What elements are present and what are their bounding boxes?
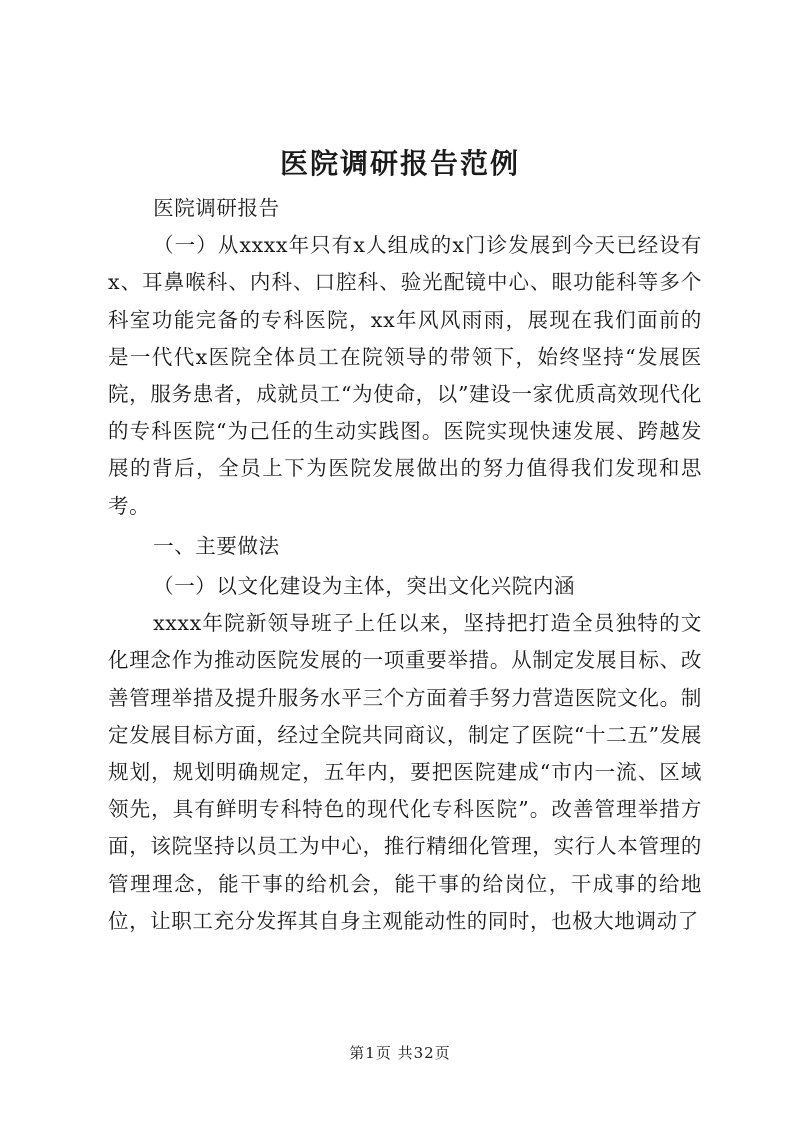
section-heading: 一、主要做法 [153,533,280,558]
page-footer: 第1页 共32页 [349,1044,451,1062]
paragraph: （一）从xxxx年只有x人组成的x门诊发展到今天已经设有x、耳鼻喉科、内科、口腔科、验光配镜中心、眼功能科等多个科室功能完备的专科医院，xx年风风雨雨，展现在我们面前的是一代代x医院全体员工在院领导的带领下，始终坚持“发展医院，服务患者，成就员工“为使命，以”建设一家优质高效现代化的专科医院“为己任的生动实践图。医院实现快速发展、跨越发展的背后，全员上下为医院发展做出的努力值得我们发现和思考。 [108,233,702,518]
document-body [108,190,702,940]
document-title: 医院调研报告范例 [279,147,520,180]
paragraph: xxxx年院新领导班子上任以来，坚持把打造全员独特的文化理念作为推动医院发展的一项重要举措。从制定发展目标、改善管理举措及提升服务水平三个方面着手努力营造医院文化。制定发展目标方面，经过全院共同商议，制定了医院“十二五”发展规划，规划明确规定，五年内，要把医院建成“市内一流、区域领先，具有鲜明专科特色的现代化专科医院”。改善管理举措方面，该院坚持以员工为中心，推行精细化管理，实行人本管理的管理理念，能干事的给机会，能干事的给岗位，干成事的给地位，让职工充分发挥其自身主观能动性的同时，也极大地调动了 [108,611,702,933]
subsection-heading: （一）以文化建设为主体，突出文化兴院内涵 [153,574,576,599]
document-subtitle: 医院调研报告 [153,196,280,220]
